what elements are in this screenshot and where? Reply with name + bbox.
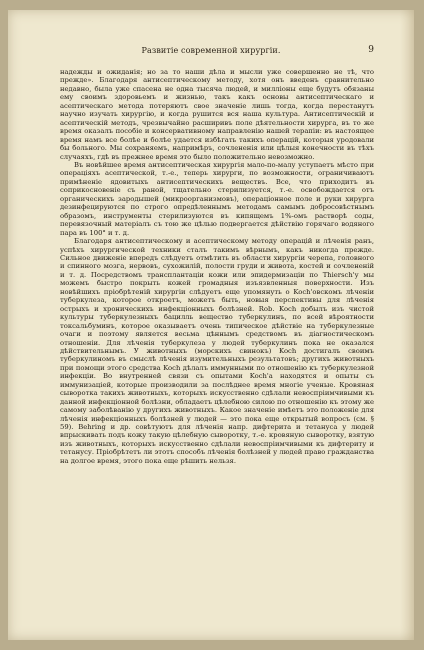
page-header	[8, 46, 414, 60]
paragraph: Въ новѣйшее время антисептическая хирургія мало-по-малу уступаетъ мѣсто при операціяхъ асептической, т.-е., теперь хирурги, по возможности, ограничиваютъ примѣненіе ядовитыхъ антисептическихъ веществъ. Все, что приходитъ въ соприкосновеніе съ раной, тщательно стерилизуется, т.-е. освобождается отъ органическихъ зародышей (микроорганизмовъ), операціонное поле и руки хирурга дезинфецируются по строго опредѣленнымъ методамъ самымъ добросовѣстнымъ образомъ, инструменты стерилизуются въ кипящемъ 1%-омъ растворѣ соды, перевязочный матеріалъ съ тою же цѣлью подвергается дѣйствію горячаго водяного пара въ 100° и т. д.	[60, 160, 374, 237]
page-number: 9	[368, 45, 374, 55]
page-edge-shading	[400, 10, 414, 640]
body-text	[60, 68, 374, 465]
book-page	[8, 10, 414, 640]
paragraph: Благодаря антисептическому и асептическому методу операцій и лѣченія ранъ, успѣхъ хирургической техники сталъ такимъ вѣрнымъ, какъ никогда прежде. Сильное движеніе впередъ слѣдуетъ отмѣтить въ области хирургіи черепа, головного и спинного мозга, нервовъ, сухожилій, полости груди и живота, костей и сочлененій и т. д. Посредствомъ трансплантаціи кожи или эпидермизаціи по Thiersch'у мы можемъ быстро покрыть кожей громадныя изъязвленныя поверхности. Изъ новѣйшихъ пріобрѣтеній хирургіи слѣдуетъ еще упомянуть о Koch'овскомъ лѣченіи туберкулеза, которое откроетъ, можетъ быть, новыя перспективы для лѣченія острыхъ и хроническихъ инфекціонныхъ болѣзней. Rob. Koch добылъ изъ чистой культуры туберкулезныхъ бацилль вещество туберкулинъ, по всей вѣроятности токсальбуминъ, которое оказываетъ очень типическое дѣйствіе на туберкулезные очаги и поэтому является весьма цѣннымъ средствомъ въ діагностическомъ отношеніи. Для лѣченія туберкулеза у людей туберкулинъ пока не оказался дѣйствительнымъ. У животныхъ (морскихъ свинокъ) Koch достигалъ своимъ туберкулиномъ въ смыслѣ лѣченія изумительныхъ результатовъ; другихъ животныхъ при помощи этого средства Koch дѣлалъ иммунными по отношенію къ туберкулезной инфекціи. Во внутренней связи съ опытами Koch'а находятся и опыты съ иммунизаціей, которые производили за послѣднее время многіе ученые. Кровяная сыворотка такихъ животныхъ, которыхъ искусственно сдѣлали невоспріимчивыми къ данной инфекціонной болѣзни, обладаетъ цѣлебною силою по отношенію къ этому же самому заболѣванію у другихъ животныхъ. Какое значеніе имѣетъ это положеніе для лѣченія инфекціонныхъ болѣзней у людей — это пока еще открытый вопросъ (см. § 59). Behring и др. совѣтуютъ для лѣченія напр. дифтерита и тетануса у людей впрыскивать подъ кожу такую цѣлебную сыворотку, т.-е. кровяную сыворотку, взятую изъ животныхъ, которыхъ искусственно сдѣлали невоспріимчивыми къ дифтериту и тетанусу. Пріобрѣтетъ ли этотъ способъ лѣченія болѣзней у людей право гражданства на долгое время, этого пока еще рѣшить нельзя.	[60, 237, 374, 465]
running-title: Развитіе современной хирургіи.	[141, 46, 281, 55]
paragraph: надежды и ожиданія; но за то наши дѣла и мысли уже совершенно не тѣ, что прежде». Благодаря антисептическому методу, хотя онъ введенъ сравнительно недавно, была уже спасена не одна тысяча людей, и милліоны еще будутъ обязаны ему своимъ здоровьемъ и жизнью, такъ какъ основы антисептическаго и асептическаго метода потеряютъ свое значеніе лишь тогда, когда перестанутъ научно изучать хирургію, и когда рушится вся наша культура. Антисептическій и асептическій методъ, чрезвычайно расширивъ поле дѣятельности хирурга, въ то же время оказалъ пособіе и консервативному направленію нашей терапіи: въ настоящее время намъ все болѣе и болѣе удается избѣгать такихъ операцій, которыя уродовали бы больного. Мы сохраняемъ, напримѣръ, сочлененія или цѣлыя конечности въ тѣхъ случаяхъ, гдѣ въ прежнее время это было положительно невозможно.	[60, 68, 374, 161]
